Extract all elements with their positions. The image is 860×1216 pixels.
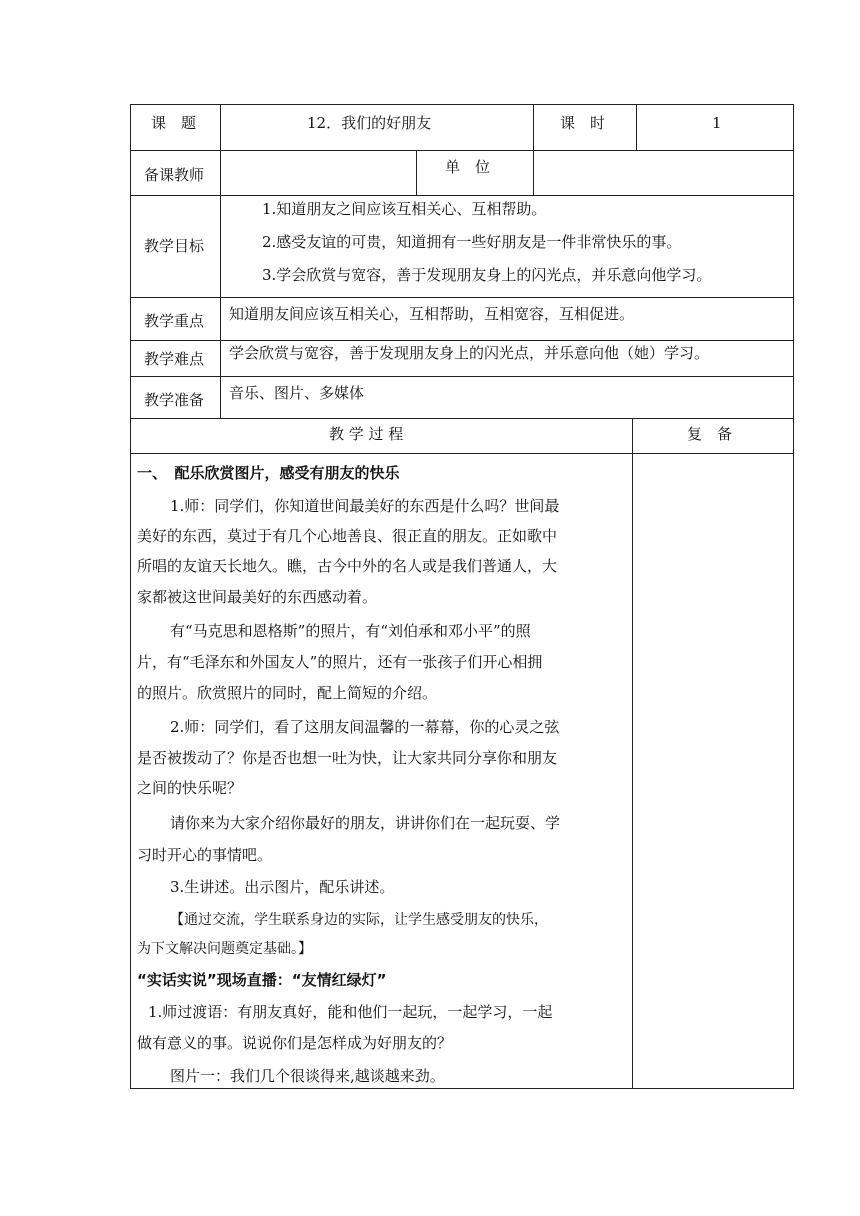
process-line: 请你来为大家介绍你最好的朋友，讲讲你们在一起玩耍、学 <box>170 814 561 832</box>
process-line: 图片一：我们几个很谈得来,越谈越来劲。 <box>170 1067 445 1085</box>
process-line: 之间的快乐呢？ <box>137 779 243 797</box>
process-line: 2.师：同学们，看了这朋友间温馨的一幕幕，你的心灵之弦 <box>170 718 560 736</box>
process-line: 1.师：同学们，你知道世间最美好的东西是什么吗？世间最 <box>170 497 560 515</box>
section1-title: 一、 配乐欣赏图片，感受有朋友的快乐 <box>137 464 400 482</box>
process-line: 1.师过渡语：有朋友真好，能和他们一起玩，一起学习，一起 <box>148 1003 553 1021</box>
process-header: 教 学 过 程 <box>329 425 404 443</box>
process-line: 习时开心的事情吧。 <box>137 846 273 864</box>
period-label: 课 时 <box>560 114 606 132</box>
period-value: 1 <box>712 114 722 132</box>
col-divider-review <box>632 418 633 1089</box>
review-header: 复 备 <box>687 425 733 443</box>
col-divider-period <box>533 104 534 151</box>
unit-label: 单 位 <box>445 158 491 176</box>
table-border-right <box>793 104 794 1089</box>
process-line: 美好的东西，莫过于有几个心地善良、很正直的朋友。正如歌中 <box>137 527 558 545</box>
row-divider <box>130 297 794 298</box>
prep-label: 教学准备 <box>144 391 205 409</box>
difficulty-label: 教学难点 <box>144 350 205 368</box>
row-divider <box>130 195 794 196</box>
row-divider <box>130 150 794 151</box>
process-line: 做有意义的事。说说你们是怎样成为好朋友的？ <box>137 1034 453 1052</box>
table-border-left <box>130 104 131 1089</box>
process-line: 有“马克思和恩格斯”的照片，有“刘伯承和邓小平”的照 <box>170 622 531 640</box>
row-divider <box>130 453 794 454</box>
process-line: 所唱的友谊天长地久。瞧，古今中外的名人或是我们普通人，大 <box>137 557 558 575</box>
topic-value: 12．我们的好朋友 <box>307 114 432 132</box>
section2-title: “实话实说”现场直播：“友情红绿灯” <box>137 971 387 989</box>
process-line: 3.生讲述。出示图片，配乐讲述。 <box>170 878 395 896</box>
row-divider <box>130 376 794 377</box>
focus-label: 教学重点 <box>144 312 205 330</box>
goals-label: 教学目标 <box>144 237 205 255</box>
teacher-label: 备课教师 <box>144 166 205 184</box>
process-note-line: 【通过交流，学生联系身边的实际，让学生感受朋友的快乐， <box>170 912 548 928</box>
col-divider-unit-left <box>416 150 417 196</box>
process-line: 家都被这世间最美好的东西感动着。 <box>137 588 378 606</box>
prep-value: 音乐、图片、多媒体 <box>229 384 365 402</box>
process-line: 的照片。欣赏照片的同时，配上简短的介绍。 <box>137 684 438 702</box>
focus-value: 知道朋友间应该互相关心，互相帮助，互相宽容，互相促进。 <box>229 305 635 323</box>
row-divider <box>130 418 794 419</box>
process-line: 片，有“毛泽东和外国友人”的照片，还有一张孩子们开心相拥 <box>137 653 543 671</box>
col-divider-unit-right <box>533 150 534 196</box>
col-divider-period-value <box>636 104 637 151</box>
process-note-line: 为下文解决问题奠定基础。】 <box>137 941 312 957</box>
process-line: 是否被拨动了？你是否也想一吐为快，让大家共同分享你和朋友 <box>137 749 558 767</box>
goal-item: 3.学会欣赏与宽容，善于发现朋友身上的闪光点，并乐意向他学习。 <box>262 266 712 284</box>
col-divider-label <box>220 104 221 419</box>
row-divider <box>130 340 794 341</box>
topic-label: 课 题 <box>151 114 197 132</box>
table-border-top <box>130 104 794 105</box>
difficulty-value: 学会欣赏与宽容，善于发现朋友身上的闪光点，并乐意向他（她）学习。 <box>229 344 710 362</box>
goal-item: 2.感受友谊的可贵，知道拥有一些好朋友是一件非常快乐的事。 <box>262 233 682 251</box>
goal-item: 1.知道朋友之间应该互相关心、互相帮助。 <box>262 200 547 218</box>
